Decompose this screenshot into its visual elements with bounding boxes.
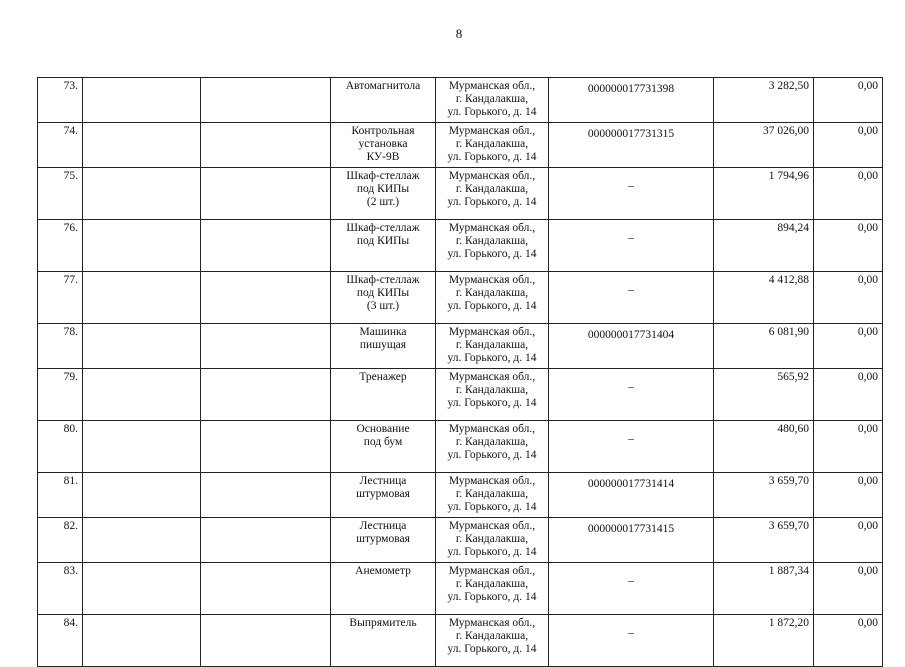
inventory-number: 000000017731315: [587, 128, 675, 140]
row-number-cell: [38, 369, 83, 421]
inventory-number-cell: [549, 324, 714, 369]
address-line: ул. Горького, д. 14: [447, 352, 537, 364]
table-row: [38, 324, 883, 369]
inventory-number: –: [628, 433, 634, 445]
inventory-number: –: [628, 180, 634, 192]
row-number-cell: [38, 473, 83, 518]
inventory-number-cell: [549, 421, 714, 473]
empty-cell: [201, 324, 331, 369]
inventory-number-cell: [549, 272, 714, 324]
row-number-cell: [38, 324, 83, 369]
inventory-number: –: [628, 284, 634, 296]
residual-value: 0,00: [857, 80, 878, 92]
inventory-number-cell: [549, 369, 714, 421]
book-value: 3 282,50: [768, 80, 809, 92]
row-number: 75.: [63, 170, 78, 182]
table-row: [38, 123, 883, 168]
address-line: г. Кандалакша,: [455, 339, 529, 351]
table-row: [38, 615, 883, 667]
book-value: 6 081,90: [768, 326, 809, 338]
inventory-number: –: [628, 232, 634, 244]
residual-value-cell: [814, 369, 883, 421]
residual-value: 0,00: [857, 617, 878, 629]
book-value-cell: [714, 272, 814, 324]
address-cell: [436, 473, 549, 518]
book-value-cell: [714, 123, 814, 168]
empty-cell: [83, 168, 201, 220]
address-line: ул. Горького, д. 14: [447, 591, 537, 603]
empty-cell: [201, 168, 331, 220]
item-name-line: под бум: [363, 436, 403, 448]
address-cell: [436, 78, 549, 123]
address-line: Мурманская обл.,: [448, 475, 536, 487]
address-line: г. Кандалакша,: [455, 436, 529, 448]
address-line: ул. Горького, д. 14: [447, 151, 537, 163]
row-number: 78.: [63, 326, 78, 338]
row-number-cell: [38, 518, 83, 563]
inventory-number: –: [628, 575, 634, 587]
book-value-cell: [714, 518, 814, 563]
book-value-cell: [714, 421, 814, 473]
item-name-line: Анемометр: [355, 565, 411, 577]
property-table: [37, 77, 883, 667]
table-row: [38, 220, 883, 272]
residual-value-cell: [814, 615, 883, 667]
residual-value: 0,00: [857, 274, 878, 286]
item-name-cell: [331, 473, 436, 518]
address-line: Мурманская обл.,: [448, 423, 536, 435]
item-name-line: под КИПы: [356, 183, 410, 195]
address-cell: [436, 123, 549, 168]
residual-value-cell: [814, 78, 883, 123]
inventory-number-cell: [549, 168, 714, 220]
residual-value: 0,00: [857, 371, 878, 383]
address-line: ул. Горького, д. 14: [447, 397, 537, 409]
row-number: 79.: [63, 371, 78, 383]
row-number-cell: [38, 272, 83, 324]
item-name-line: штурмовая: [356, 488, 410, 500]
empty-cell: [83, 272, 201, 324]
row-number: 81.: [63, 475, 78, 487]
item-name-cell: [331, 369, 436, 421]
residual-value-cell: [814, 123, 883, 168]
address-cell: [436, 324, 549, 369]
item-name-cell: [331, 324, 436, 369]
book-value-cell: [714, 324, 814, 369]
empty-cell: [201, 518, 331, 563]
book-value-cell: [714, 78, 814, 123]
table-row: [38, 272, 883, 324]
book-value-cell: [714, 220, 814, 272]
table-row: [38, 518, 883, 563]
book-value: 894,24: [777, 222, 809, 234]
item-name-cell: [331, 421, 436, 473]
empty-cell: [201, 473, 331, 518]
residual-value: 0,00: [857, 423, 878, 435]
address-line: Мурманская обл.,: [448, 80, 536, 92]
address-line: Мурманская обл.,: [448, 125, 536, 137]
empty-cell: [201, 220, 331, 272]
book-value: 37 026,00: [763, 125, 809, 137]
inventory-number: 000000017731404: [587, 329, 675, 341]
address-line: г. Кандалакша,: [455, 630, 529, 642]
book-value-cell: [714, 473, 814, 518]
empty-cell: [201, 78, 331, 123]
item-name-line: Основание: [356, 423, 410, 435]
table-row: [38, 168, 883, 220]
book-value: 4 412,88: [768, 274, 809, 286]
row-number: 77.: [63, 274, 78, 286]
item-name-cell: [331, 518, 436, 563]
item-name-line: пишущая: [359, 339, 407, 351]
address-line: г. Кандалакша,: [455, 533, 529, 545]
address-line: ул. Горького, д. 14: [447, 106, 537, 118]
residual-value-cell: [814, 563, 883, 615]
item-name-line: под КИПы: [356, 235, 410, 247]
residual-value-cell: [814, 473, 883, 518]
address-line: г. Кандалакша,: [455, 183, 529, 195]
page-number: 8: [455, 26, 463, 41]
empty-cell: [201, 421, 331, 473]
address-line: г. Кандалакша,: [455, 235, 529, 247]
item-name-line: Тренажер: [359, 371, 407, 383]
inventory-number-cell: [549, 220, 714, 272]
book-value: 3 659,70: [768, 520, 809, 532]
table-row: [38, 473, 883, 518]
inventory-number-cell: [549, 563, 714, 615]
inventory-number-cell: [549, 78, 714, 123]
item-name-line: Автомагнитола: [345, 80, 421, 92]
row-number: 82.: [63, 520, 78, 532]
item-name-line: Лестница: [359, 520, 407, 532]
item-name-line: под КИПы: [356, 287, 410, 299]
item-name-cell: [331, 123, 436, 168]
address-cell: [436, 615, 549, 667]
book-value-cell: [714, 563, 814, 615]
address-line: г. Кандалакша,: [455, 138, 529, 150]
inventory-number: 000000017731415: [587, 523, 675, 535]
address-line: Мурманская обл.,: [448, 520, 536, 532]
address-line: ул. Горького, д. 14: [447, 196, 537, 208]
address-line: г. Кандалакша,: [455, 93, 529, 105]
item-name-line: Выпрямитель: [349, 617, 417, 629]
residual-value: 0,00: [857, 520, 878, 532]
book-value: 480,60: [777, 423, 809, 435]
empty-cell: [201, 615, 331, 667]
empty-cell: [201, 563, 331, 615]
address-cell: [436, 563, 549, 615]
item-name-cell: [331, 78, 436, 123]
residual-value: 0,00: [857, 170, 878, 182]
address-line: ул. Горького, д. 14: [447, 449, 537, 461]
row-number: 74.: [63, 125, 78, 137]
row-number: 76.: [63, 222, 78, 234]
residual-value: 0,00: [857, 565, 878, 577]
row-number-cell: [38, 220, 83, 272]
book-value: 3 659,70: [768, 475, 809, 487]
item-name-line: Машинка: [359, 326, 407, 338]
item-name-line: Лестница: [359, 475, 407, 487]
empty-cell: [83, 615, 201, 667]
empty-cell: [201, 123, 331, 168]
inventory-number: 000000017731398: [587, 83, 675, 95]
row-number-cell: [38, 421, 83, 473]
item-name-line: КУ-9В: [366, 151, 400, 163]
item-name-cell: [331, 615, 436, 667]
address-line: Мурманская обл.,: [448, 617, 536, 629]
empty-cell: [83, 123, 201, 168]
row-number: 73.: [63, 80, 78, 92]
address-line: ул. Горького, д. 14: [447, 248, 537, 260]
address-cell: [436, 369, 549, 421]
address-line: Мурманская обл.,: [448, 326, 536, 338]
address-line: Мурманская обл.,: [448, 170, 536, 182]
empty-cell: [83, 421, 201, 473]
residual-value-cell: [814, 324, 883, 369]
empty-cell: [83, 563, 201, 615]
residual-value: 0,00: [857, 475, 878, 487]
inventory-number: 000000017731414: [587, 478, 675, 490]
book-value: 1 887,34: [768, 565, 809, 577]
item-name-line: Контрольная: [351, 125, 415, 137]
item-name-line: штурмовая: [356, 533, 410, 545]
address-cell: [436, 272, 549, 324]
item-name-line: Шкаф-стеллаж: [346, 222, 420, 234]
address-line: г. Кандалакша,: [455, 287, 529, 299]
address-line: ул. Горького, д. 14: [447, 300, 537, 312]
row-number-cell: [38, 78, 83, 123]
inventory-number: –: [628, 381, 634, 393]
empty-cell: [83, 473, 201, 518]
row-number-cell: [38, 615, 83, 667]
address-line: г. Кандалакша,: [455, 488, 529, 500]
table-row: [38, 421, 883, 473]
address-cell: [436, 421, 549, 473]
book-value-cell: [714, 369, 814, 421]
inventory-number: –: [628, 627, 634, 639]
book-value-cell: [714, 168, 814, 220]
address-line: ул. Горького, д. 14: [447, 643, 537, 655]
item-name-cell: [331, 168, 436, 220]
residual-value-cell: [814, 518, 883, 563]
row-number-cell: [38, 123, 83, 168]
item-name-line: (2 шт.): [366, 196, 400, 208]
row-number: 84.: [63, 617, 78, 629]
book-value-cell: [714, 615, 814, 667]
item-name-cell: [331, 563, 436, 615]
address-line: г. Кандалакша,: [455, 384, 529, 396]
residual-value-cell: [814, 272, 883, 324]
item-name-cell: [331, 272, 436, 324]
item-name-line: (3 шт.): [366, 300, 400, 312]
row-number: 80.: [63, 423, 78, 435]
item-name-line: Шкаф-стеллаж: [346, 274, 420, 286]
empty-cell: [83, 220, 201, 272]
row-number-cell: [38, 563, 83, 615]
item-name-line: Шкаф-стеллаж: [346, 170, 420, 182]
residual-value-cell: [814, 220, 883, 272]
empty-cell: [201, 369, 331, 421]
row-number: 83.: [63, 565, 78, 577]
inventory-number-cell: [549, 518, 714, 563]
empty-cell: [83, 369, 201, 421]
address-line: Мурманская обл.,: [448, 274, 536, 286]
residual-value: 0,00: [857, 326, 878, 338]
address-line: г. Кандалакша,: [455, 578, 529, 590]
book-value: 1 872,20: [768, 617, 809, 629]
empty-cell: [83, 518, 201, 563]
table-row: [38, 563, 883, 615]
empty-cell: [83, 324, 201, 369]
inventory-number-cell: [549, 123, 714, 168]
address-cell: [436, 518, 549, 563]
address-line: Мурманская обл.,: [448, 371, 536, 383]
residual-value-cell: [814, 421, 883, 473]
table-row: [38, 369, 883, 421]
residual-value: 0,00: [857, 125, 878, 137]
address-line: Мурманская обл.,: [448, 565, 536, 577]
address-line: Мурманская обл.,: [448, 222, 536, 234]
inventory-number-cell: [549, 473, 714, 518]
address-cell: [436, 168, 549, 220]
row-number-cell: [38, 168, 83, 220]
address-line: ул. Горького, д. 14: [447, 546, 537, 558]
table-row: [38, 78, 883, 123]
residual-value-cell: [814, 168, 883, 220]
empty-cell: [201, 272, 331, 324]
address-line: ул. Горького, д. 14: [447, 501, 537, 513]
residual-value: 0,00: [857, 222, 878, 234]
empty-cell: [83, 78, 201, 123]
item-name-line: установка: [358, 138, 408, 150]
book-value: 1 794,96: [768, 170, 809, 182]
inventory-number-cell: [549, 615, 714, 667]
book-value: 565,92: [777, 371, 809, 383]
address-cell: [436, 220, 549, 272]
item-name-cell: [331, 220, 436, 272]
